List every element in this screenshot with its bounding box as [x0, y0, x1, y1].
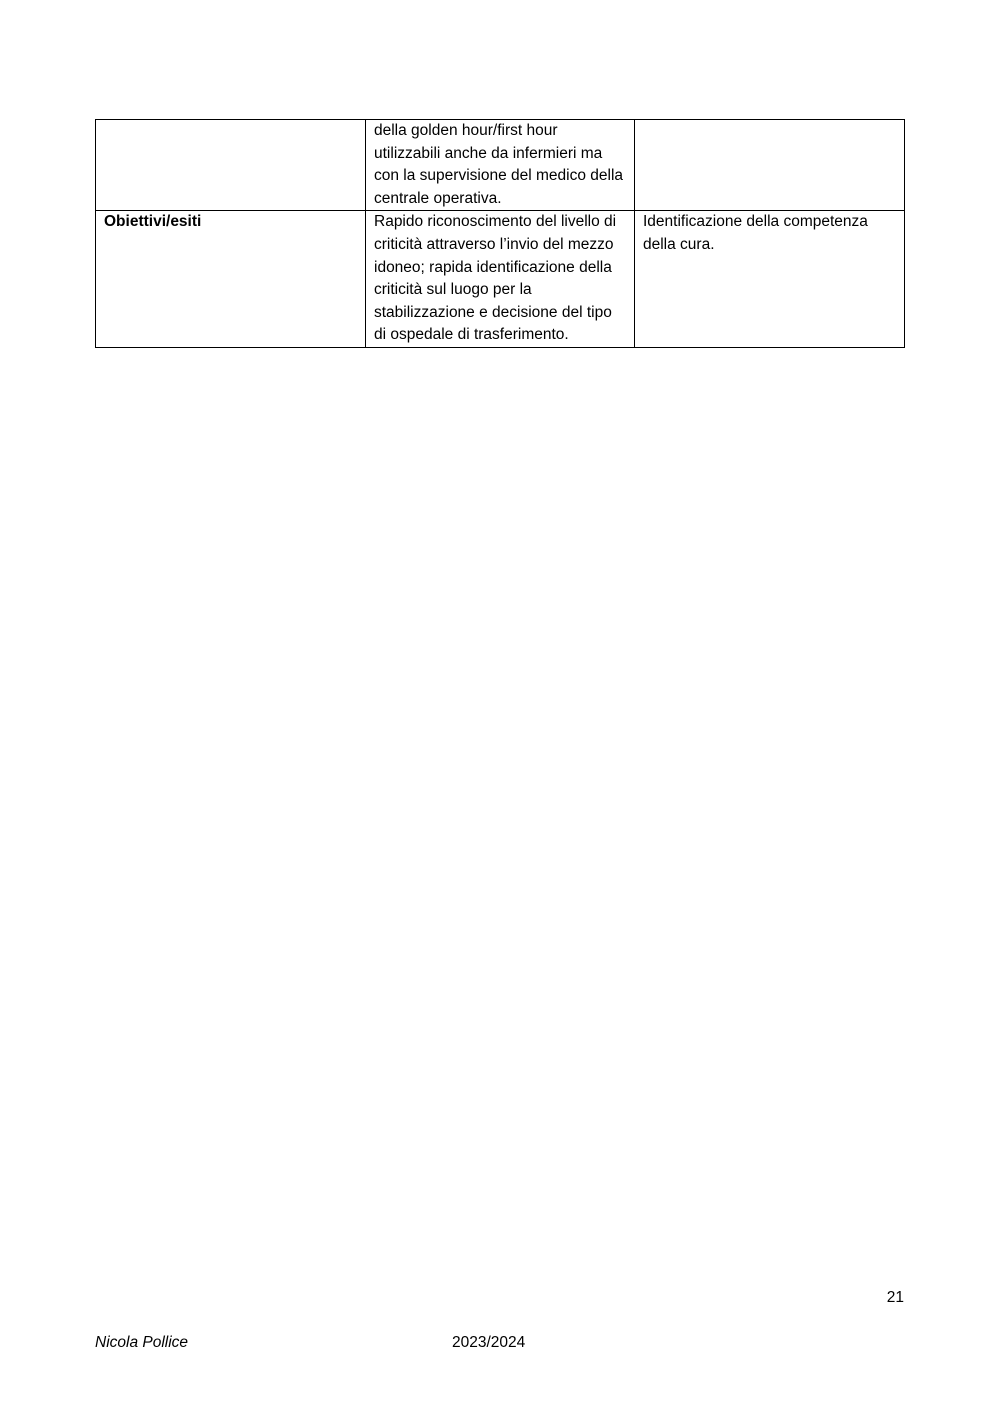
footer-year: 2023/2024 [452, 1334, 526, 1351]
table-cell: Rapido riconoscimento del livello di criticità attraverso l’invio del mezzo idoneo; rapida identificazione della criticità sul luogo per la stabilizzazione e decisione del tipo di ospedale di trasferimento. [366, 211, 635, 348]
page-number: 21 [886, 1289, 904, 1306]
table-cell: della golden hour/first hour utilizzabili anche da infermieri ma con la supervisione del medico della centrale operativa. [366, 120, 635, 211]
table-row [96, 211, 905, 348]
footer-author: Nicola Pollice [95, 1334, 189, 1351]
table-cell [635, 120, 905, 211]
row-label-cell: Obiettivi/esiti [96, 211, 366, 348]
table-cell: Identificazione della competenza della cura. [635, 211, 905, 348]
content-table [95, 119, 905, 348]
table-row [96, 120, 905, 211]
row-label-cell [96, 120, 366, 211]
